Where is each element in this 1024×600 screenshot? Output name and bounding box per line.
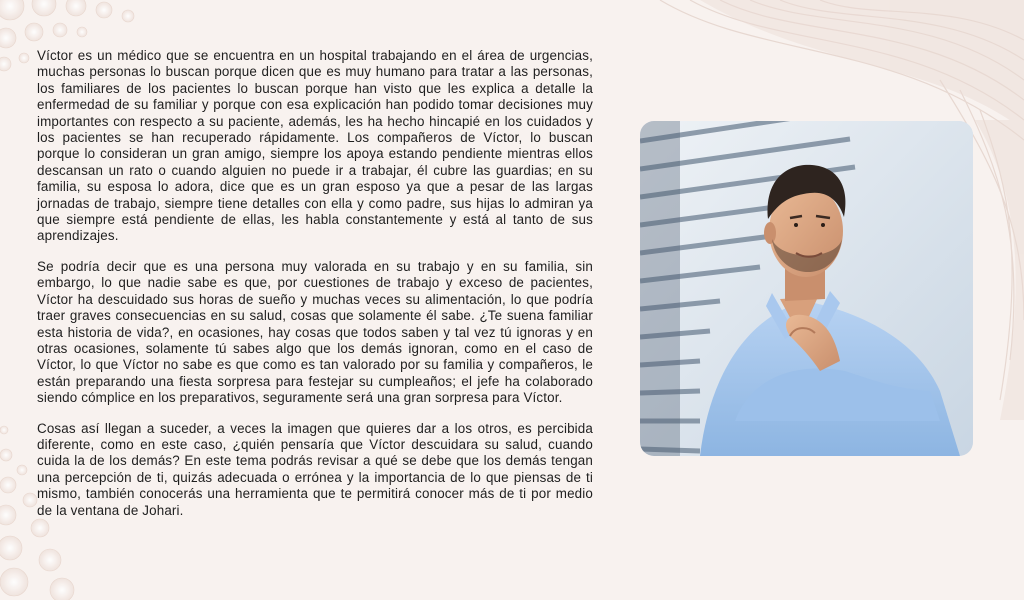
paragraph-johari-window: Cosas así llegan a suceder, a veces la imagen que quieres dar a los otros, es percibida diferente, como en este caso, ¿quién pensaría que Víctor descuidara su salud, cuando cuida la de los demás? En este tema podrás revisar a qué se debe que los demás tengan una percepción de ti, quizás adecuada o errónea y la importancia de lo que piensas de ti mismo, también conocerás una herramienta que te permitirá conocer más de ti por medio de la ventana de Johari.	[37, 420, 593, 518]
paragraph-victor-intro: Víctor es un médico que se encuentra en un hospital trabajando en el área de urgencias, muchas personas lo buscan porque dicen que es muy humano para tratar a las personas, los familiares de los pacientes lo buscan porque han visto que les explica a detalle la enfermedad de su familiar y porque con esa explicación han podido tomar decisiones muy importantes con respecto a su paciente, además, les ha hecho hincapié en los cuidados y los pacientes se han recuperado rápidamente. Los compañeros de Víctor, lo buscan porque lo consideran un gran amigo, siempre los apoya estando pendiente mientras ellos descansan un rato o cuando alguien no puede ir a trabajar, él cubre las guardias; en su familia, su esposa lo adora, dice que es un gran esposo ya que a pesar de las largas jornadas de trabajo, siempre tiene detalles con ella y como padre, sus hijas lo admiran ya que siempre está pendiente de ellas, les habla constantemente y está al tanto de sus aprendizajes.	[37, 48, 593, 244]
man-portrait-illustration	[640, 121, 973, 456]
paragraph-valued-person: Se podría decir que es una persona muy valorada en su trabajo y en su familia, sin embargo, lo que nadie sabe es que, por cuestiones de trabajo y exceso de pacientes, Víctor ha descuidado sus horas de sueño y muchas veces su alimentación, lo que podría traer graves consecuencias en su salud, cosas que solamente él sabe. ¿Te suena familiar esta historia de vida?, en ocasiones, hay cosas que todos saben y tal vez tú ignoras y en otras ocasiones, solamente tú sabes algo que los demás ignoran, como en el caso de Víctor, lo que Víctor no sabe es que como es tan valorado por su familia y compañeros, le están preparando una fiesta sorpresa para festejar su cumpleaños; el jefe ha colaborado siendo cómplice en los preparativos, seguramente será una gran sorpresa para Víctor.	[37, 258, 593, 406]
man-portrait-photo	[640, 121, 973, 456]
article-text	[37, 48, 593, 533]
